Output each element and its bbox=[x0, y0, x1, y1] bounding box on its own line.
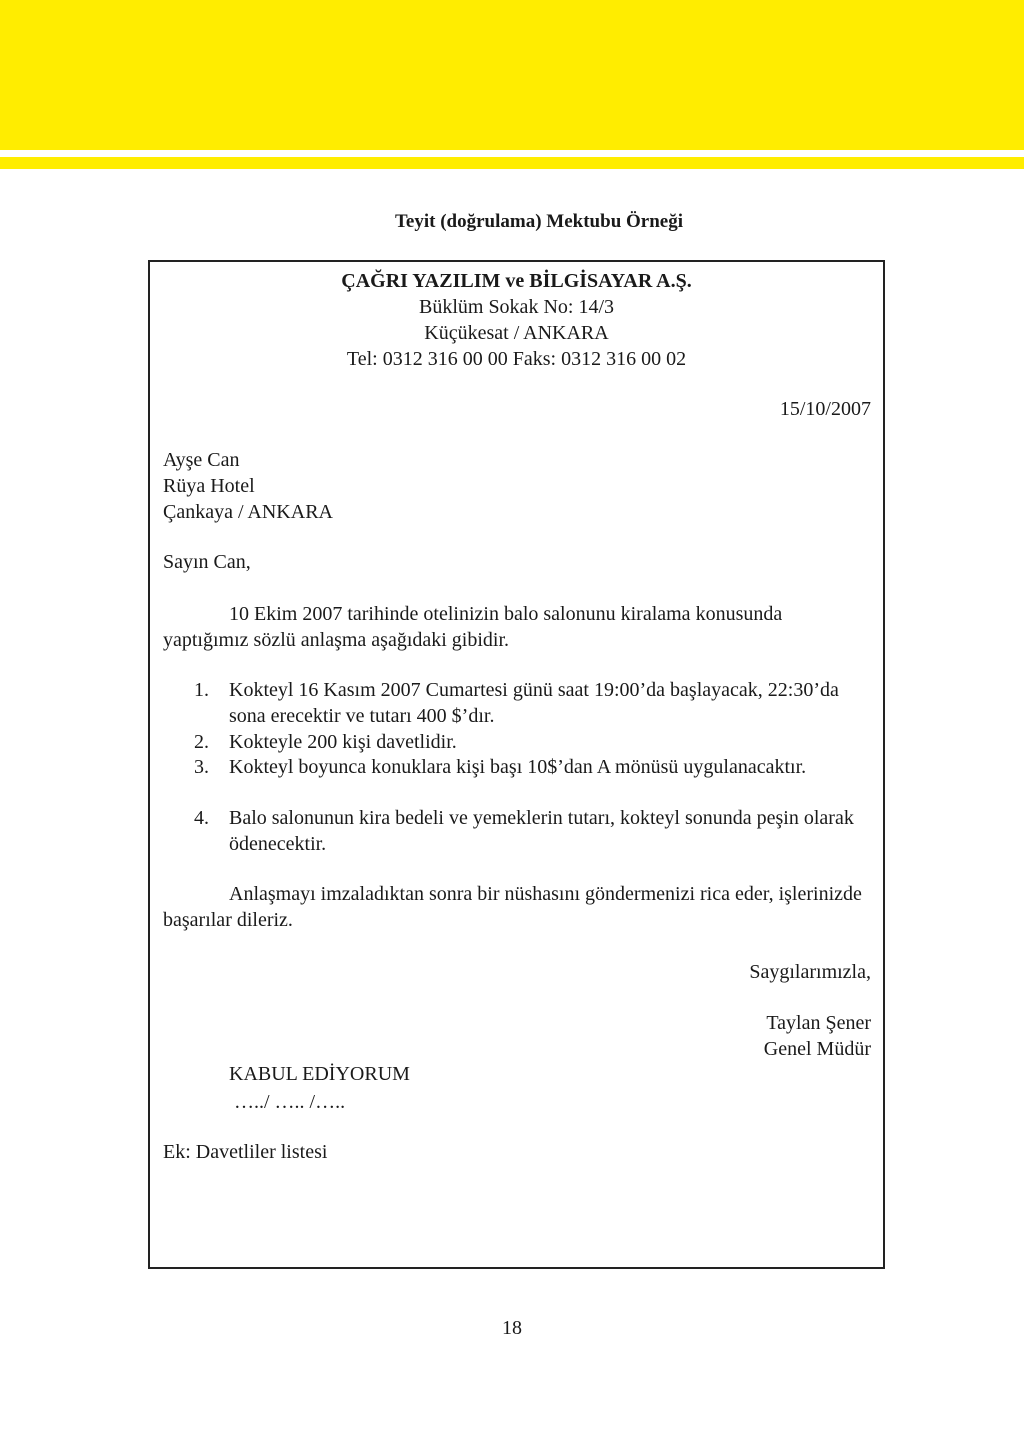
header-yellow-strip bbox=[0, 157, 1024, 169]
acceptance-label: KABUL EDİYORUM bbox=[229, 1063, 410, 1085]
list-item-number: 4. bbox=[194, 807, 209, 829]
recipient-organization: Rüya Hotel bbox=[163, 475, 255, 497]
attachment-note: Ek: Davetliler listesi bbox=[163, 1141, 328, 1163]
valediction: Saygılarımızla, bbox=[749, 961, 871, 983]
list-item-text: Kokteyl boyunca konuklara kişi başı 10$’dan A mönüsü uygulanacaktır. bbox=[229, 756, 807, 778]
list-item-number: 2. bbox=[194, 731, 209, 753]
list-item-number: 1. bbox=[194, 679, 209, 701]
sender-street: Büklüm Sokak No: 14/3 bbox=[418, 296, 614, 318]
list-item-text: Kokteyl 16 Kasım 2007 Cumartesi günü saat 19:00’da başlayacak, 22:30’da sona erecektir ve tutarı 400 $’dır. bbox=[229, 679, 839, 727]
salutation: Sayın Can, bbox=[163, 551, 251, 573]
list-item-text: Kokteyle 200 kişi davetlidir. bbox=[229, 731, 457, 753]
letter-date: 15/10/2007 bbox=[779, 398, 871, 420]
list-item-text: Balo salonunun kira bedeli ve yemeklerin tutarı, kokteyl sonunda peşin olarak ödenecektir. bbox=[229, 807, 854, 855]
signer-name: Taylan Şener bbox=[766, 1012, 871, 1034]
intro-paragraph: 10 Ekim 2007 tarihinde otelinizin balo salonunu kiralama konusunda yaptığımız sözlü anlaşma aşağıdaki gibidir. bbox=[163, 603, 783, 651]
sender-company: ÇAĞRI YAZILIM ve BİLGİSAYAR A.Ş. bbox=[341, 270, 692, 292]
list-item-number: 3. bbox=[194, 756, 209, 778]
acceptance-date-placeholder: …../ ….. /….. bbox=[234, 1091, 346, 1113]
page-title: Teyit (doğrulama) Mektubu Örneği bbox=[395, 211, 683, 232]
closing-paragraph: Anlaşmayı imzaladıktan sonra bir nüshasını göndermenizi rica eder, işlerinizde başarılar dileriz. bbox=[163, 883, 862, 931]
recipient-name: Ayşe Can bbox=[163, 449, 240, 471]
letter-frame bbox=[148, 260, 885, 1269]
page-number: 18 bbox=[502, 1317, 522, 1339]
signer-title: Genel Müdür bbox=[763, 1038, 871, 1060]
sender-city: Küçükesat / ANKARA bbox=[424, 322, 609, 344]
recipient-address: Çankaya / ANKARA bbox=[163, 501, 333, 523]
sender-contact: Tel: 0312 316 00 00 Faks: 0312 316 00 02 bbox=[346, 348, 687, 370]
header-yellow-band bbox=[0, 0, 1024, 150]
